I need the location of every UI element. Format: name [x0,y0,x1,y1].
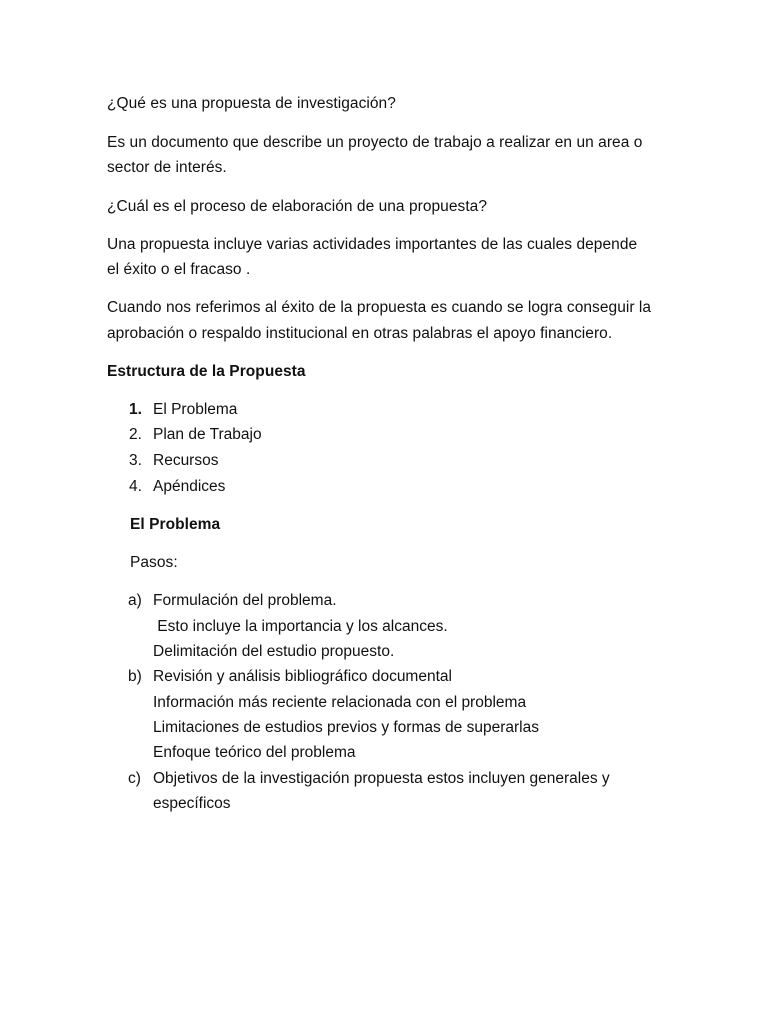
list-item-line: Formulación del problema. [153,592,337,609]
list-item-line: Delimitación del estudio propuesto. [153,643,395,660]
paragraph-line: el éxito o el fracaso . [107,261,251,278]
paragraph-line: sector de interés. [107,159,227,176]
list-marker: 3. [129,452,142,469]
list-marker: 4. [129,478,142,495]
list-marker: a) [128,592,142,609]
question-heading: ¿Cuál es el proceso de elaboración de una propuesta? [107,198,488,215]
section-heading: Estructura de la Propuesta [107,363,306,380]
list-item-line: Esto incluye la importancia y los alcances. [153,618,448,635]
list-item-line: Enfoque teórico del problema [153,744,356,761]
list-item-line: específicos [153,795,231,812]
list-marker: c) [128,770,141,787]
list-marker: 2. [129,426,142,443]
subsection-heading: El Problema [130,516,221,533]
list-marker: 1. [129,401,142,418]
list-item: El Problema [153,401,238,418]
list-item-line: Objetivos de la investigación propuesta estos incluyen generales y [153,770,610,787]
list-item: Recursos [153,452,219,469]
paragraph-line: aprobación o respaldo institucional en otras palabras el apoyo financiero. [107,325,613,342]
paragraph-line: Es un documento que describe un proyecto de trabajo a realizar en un area o [107,134,643,151]
list-item: Apéndices [153,478,226,495]
question-heading: ¿Qué es una propuesta de investigación? [107,95,396,112]
list-item-line: Limitaciones de estudios previos y formas de superarlas [153,719,539,736]
paragraph-line: Cuando nos referimos al éxito de la propuesta es cuando se logra conseguir la [107,299,652,316]
steps-label: Pasos: [130,554,178,571]
list-item: Plan de Trabajo [153,426,262,443]
list-item-line: Información más reciente relacionada con el problema [153,694,527,711]
paragraph-line: Una propuesta incluye varias actividades importantes de las cuales depende [107,236,638,253]
list-marker: b) [128,668,142,685]
list-item-line: Revisión y análisis bibliográfico documental [153,668,452,685]
